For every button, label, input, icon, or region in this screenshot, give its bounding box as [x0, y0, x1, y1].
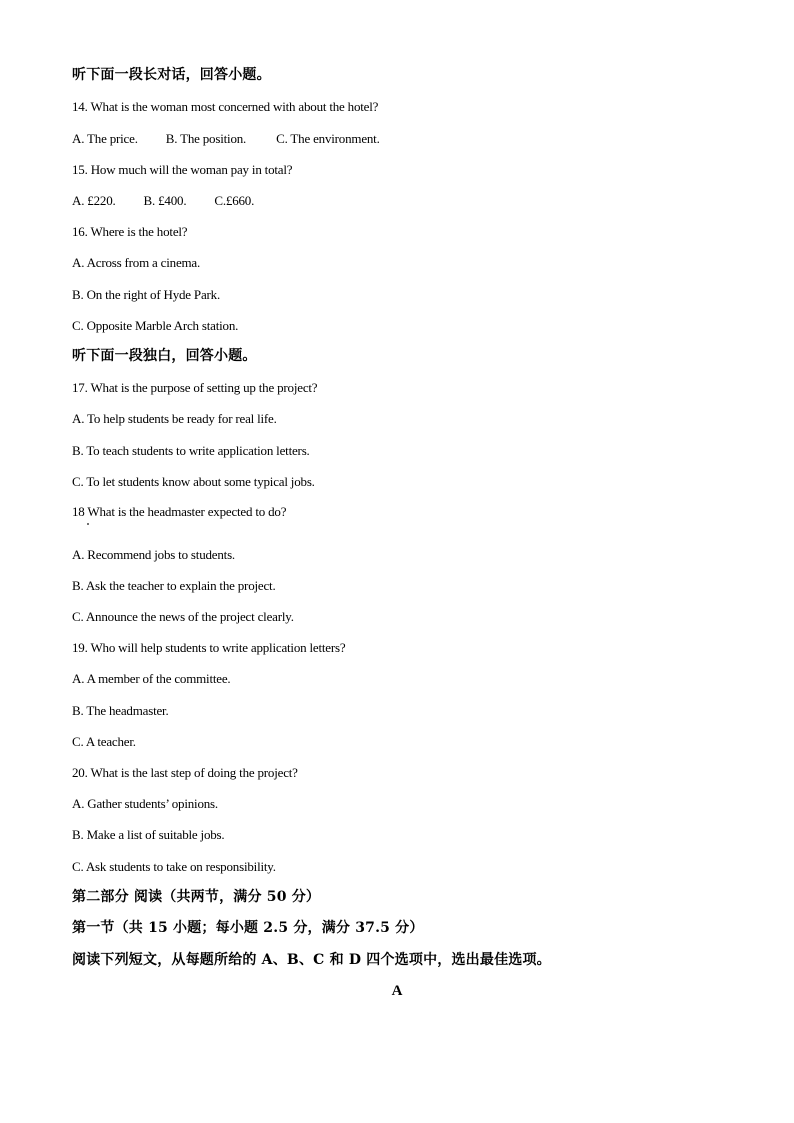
option-15-b: B. £400. — [143, 193, 187, 208]
part-two-subtitle: 第一节（共 15 小题；每小题 2.5 分，满分 37.5 分） — [72, 920, 424, 936]
part-two-title: 第二部分 阅读（共两节，满分 50 分） — [72, 889, 321, 905]
question-16: 16. Where is the hotel? — [72, 224, 188, 239]
option-14-b: B. The position. — [165, 131, 247, 146]
option-18-b: B. Ask the teacher to explain the project. — [72, 578, 276, 593]
stray-dot-mark — [87, 523, 89, 525]
option-18-c: C. Announce the news of the project clearly. — [72, 609, 294, 624]
option-20-a: A. Gather students’ opinions. — [72, 796, 218, 811]
reading-instruction: 阅读下列短文，从每题所给的 A、B、C 和 D 四个选项中，选出最佳选项。 — [72, 952, 551, 968]
option-15-a: A. £220. — [72, 193, 116, 208]
option-17-a: A. To help students be ready for real life. — [72, 411, 277, 426]
question-17: 17. What is the purpose of setting up the project? — [72, 380, 318, 395]
option-14-a: A. The price. — [72, 131, 138, 146]
question-15: 15. How much will the woman pay in total? — [72, 162, 293, 177]
question-20: 20. What is the last step of doing the project? — [72, 765, 298, 780]
option-19-b: B. The headmaster. — [72, 703, 169, 718]
option-14-c: C. The environment. — [276, 131, 380, 146]
option-16-a: A. Across from a cinema. — [72, 255, 201, 270]
option-19-c: C. A teacher. — [72, 734, 136, 749]
option-16-c: C. Opposite Marble Arch station. — [72, 318, 239, 333]
question-14: 14. What is the woman most concerned with about the hotel? — [72, 99, 379, 114]
option-19-a: A. A member of the committee. — [72, 671, 231, 686]
option-20-c: C. Ask students to take on responsibility. — [72, 859, 276, 874]
option-17-b: B. To teach students to write application letters. — [72, 443, 310, 458]
monologue-heading: 听下面一段独白，回答小题。 — [72, 348, 257, 364]
option-17-c: C. To let students know about some typical jobs. — [72, 474, 315, 489]
question-14-options — [72, 131, 380, 147]
option-15-c: C.£660. — [214, 193, 255, 208]
question-15-options — [72, 193, 254, 209]
long-dialogue-heading: 听下面一段长对话，回答小题。 — [72, 67, 271, 83]
option-16-b: B. On the right of Hyde Park. — [72, 287, 221, 302]
option-20-b: B. Make a list of suitable jobs. — [72, 827, 225, 842]
question-19: 19. Who will help students to write application letters? — [72, 640, 346, 655]
question-18: 18 What is the headmaster expected to do? — [72, 504, 287, 519]
option-18-a: A. Recommend jobs to students. — [72, 547, 235, 562]
passage-label: A — [391, 983, 403, 999]
